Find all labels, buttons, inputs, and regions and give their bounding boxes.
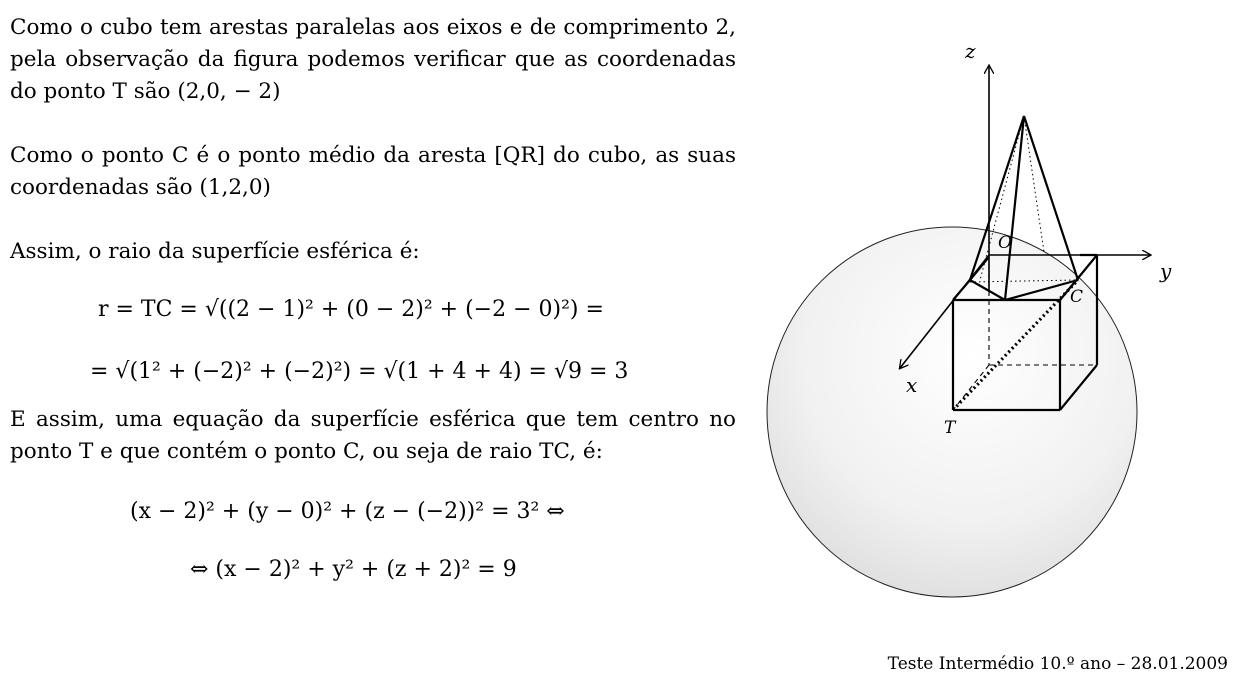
sphere (767, 227, 1137, 597)
equation-sphere-1-text: (x − 2)² + (y − 0)² + (z − (−2))² = 3² ⇔ (130, 499, 565, 524)
equation-radius-2-text: = √(1² + (−2)² + (−2)²) = √(1 + 4 + 4) = √9 = 3 (90, 359, 629, 384)
p1-text: Como o cubo tem arestas paralelas aos eixos e de comprimento 2, pela observação da figura podemos verificar que as coordenadas do ponto T são (2,0, − 2) (10, 15, 736, 104)
equation-radius-2 (90, 356, 628, 388)
equation-radius-1-text: r = TC = √((2 − 1)² + (0 − 2)² + (−2 − 0)²) = (98, 297, 604, 322)
sphere-cube-pyramid-diagram (760, 30, 1200, 610)
point-label-c: C (1070, 287, 1084, 307)
axis-label-y: y (1160, 259, 1172, 283)
axis-label-z: z (965, 39, 976, 63)
p4-text: E assim, uma equação da superfície esférica que tem centro no ponto T e que contém o ponto C, ou seja de raio TC, é: (10, 407, 736, 464)
axis-label-x: x (906, 373, 918, 397)
equation-radius-1 (98, 294, 604, 326)
paragraph-coordinates-c (10, 140, 736, 204)
equation-sphere-2 (190, 554, 517, 586)
paragraph-coordinates-t (10, 12, 736, 108)
paragraph-sphere-intro (10, 404, 736, 468)
point-label-t: T (944, 418, 956, 438)
p2-text: Como o ponto C é o ponto médio da aresta [QR] do cubo, as suas coordenadas são (1,2,0) (10, 143, 736, 200)
equation-sphere-1 (130, 496, 565, 528)
pyramid-hidden-edge-2 (1024, 116, 1044, 252)
paragraph-radius-intro (10, 236, 736, 268)
exam-footer (888, 654, 1228, 674)
geometry-figure (760, 30, 1200, 614)
equation-sphere-2-text: ⇔ (x − 2)² + y² + (z + 2)² = 9 (190, 557, 517, 582)
point-label-o: O (998, 233, 1012, 253)
p3-text: Assim, o raio da superfície esférica é: (10, 239, 420, 264)
footer-text: Teste Intermédio 10.º ano – 28.01.2009 (887, 654, 1228, 674)
